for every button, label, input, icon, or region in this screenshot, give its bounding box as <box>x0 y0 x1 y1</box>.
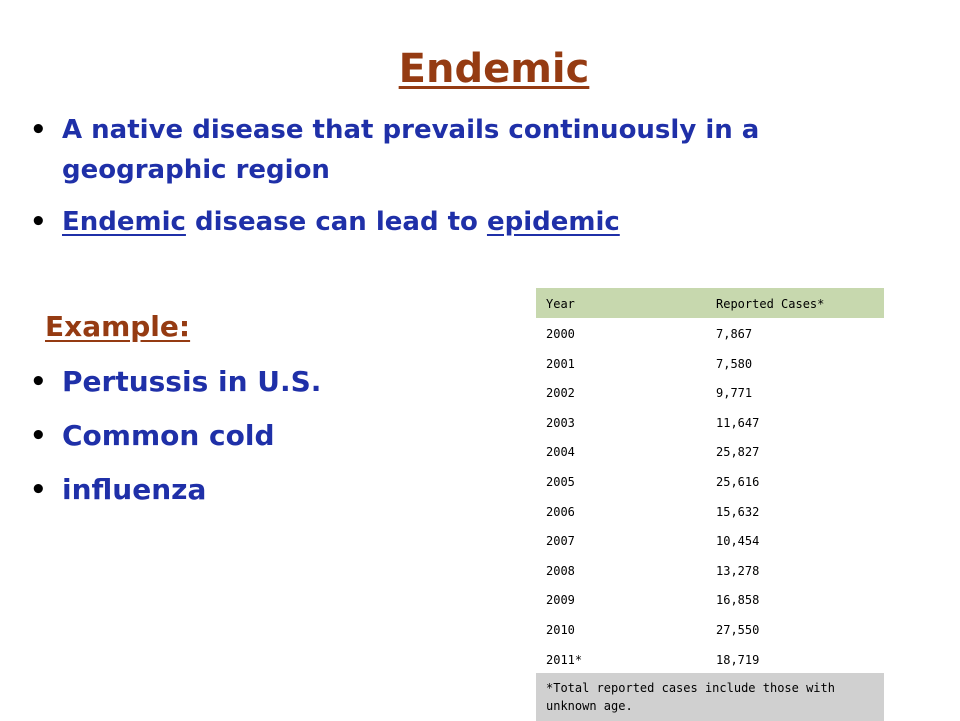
cell-cases: 11,647 <box>716 415 760 430</box>
table-row <box>536 407 884 437</box>
cell-cases: 9,771 <box>716 386 753 401</box>
cell-year: 2006 <box>546 504 575 519</box>
example-text: Common cold <box>62 419 275 452</box>
pertussis-cases-table <box>536 288 884 721</box>
cell-cases: 27,550 <box>716 622 760 637</box>
cell-year: 2000 <box>546 327 575 341</box>
header-year: Year <box>546 297 575 311</box>
cell-year: 2009 <box>546 593 575 608</box>
endemic-term: Endemic <box>62 207 186 237</box>
table-footnote: *Total reported cases include those with unknown age. <box>536 673 884 721</box>
cell-cases: 10,454 <box>716 534 760 549</box>
slide-title: Endemic <box>398 46 590 92</box>
cell-year: 2003 <box>546 415 575 430</box>
cell-cases: 15,632 <box>716 504 760 519</box>
epidemic-term: epidemic <box>486 207 620 237</box>
example-label: Example: <box>45 310 191 343</box>
cell-cases: 13,278 <box>716 563 760 578</box>
table-row <box>536 318 884 348</box>
cell-year: 2008 <box>546 563 575 578</box>
table-row <box>536 644 884 674</box>
table-row <box>536 348 884 378</box>
table-row <box>536 614 884 644</box>
bullet-dot-icon: • <box>30 207 47 237</box>
cell-cases: 25,827 <box>716 445 760 460</box>
bullet-dot-icon: • <box>30 115 47 145</box>
bullet-dot-icon: • <box>30 421 47 451</box>
cell-year: 2001 <box>546 356 575 371</box>
table-row <box>536 466 884 496</box>
example-text: Pertussis in U.S. <box>62 365 322 398</box>
table-row <box>536 377 884 407</box>
cell-year: 2004 <box>546 445 575 460</box>
table-row <box>536 584 884 614</box>
bullet-dot-icon: • <box>30 367 47 397</box>
bullet-definition-text: A native disease that prevails continuously in a geographic region <box>62 115 760 185</box>
table-row <box>536 525 884 555</box>
cell-year: 2007 <box>546 534 575 549</box>
bullet-connector-text: disease can lead to <box>185 207 487 237</box>
cell-year: 2011* <box>546 652 583 667</box>
cell-cases: 18,719 <box>716 652 760 667</box>
bullet-endemic-epidemic-text <box>62 202 620 242</box>
table-row <box>536 555 884 585</box>
cell-year: 2005 <box>546 474 575 489</box>
example-text: influenza <box>62 473 207 506</box>
bullet-dot-icon: • <box>30 475 47 505</box>
table-row <box>536 436 884 466</box>
cell-cases: 16,858 <box>716 593 760 608</box>
cell-year: 2010 <box>546 622 575 637</box>
table-row <box>536 496 884 526</box>
cell-year: 2002 <box>546 386 575 401</box>
cell-cases: 7,580 <box>716 356 753 371</box>
table-header-row <box>536 288 884 318</box>
header-reported-cases: Reported Cases* <box>716 297 825 311</box>
cell-cases: 25,616 <box>716 474 760 489</box>
cell-cases: 7,867 <box>716 327 753 341</box>
